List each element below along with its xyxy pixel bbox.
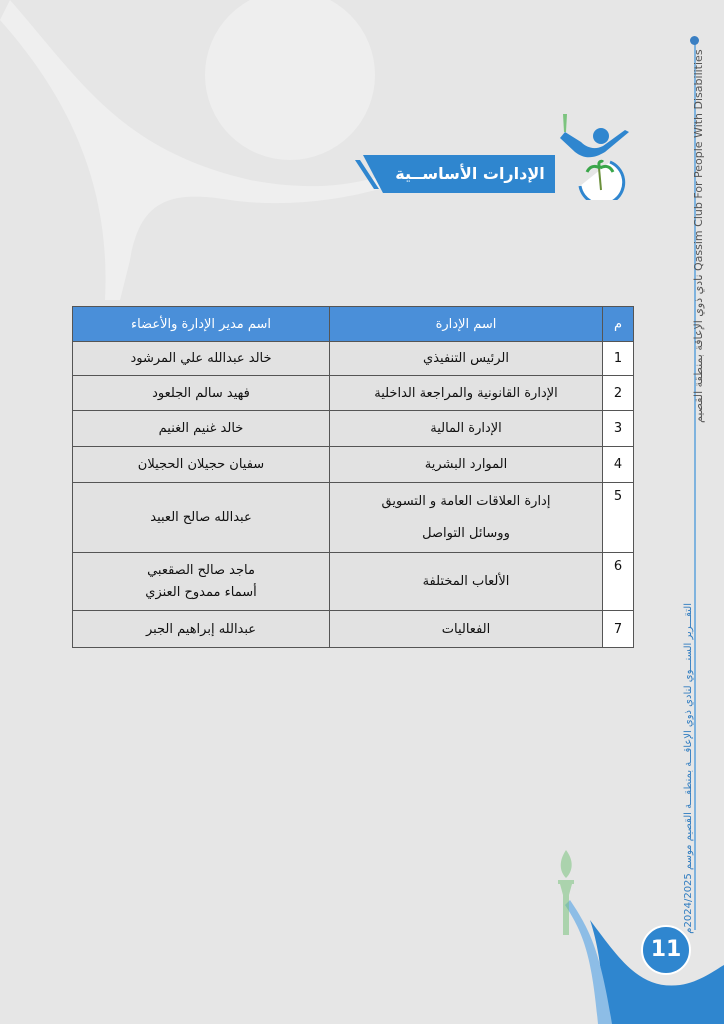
department-line: الإدارة المالية bbox=[430, 421, 502, 436]
manager-line: عبدالله إبراهيم الجبر bbox=[145, 621, 257, 637]
table-header-row bbox=[73, 307, 634, 342]
header-department: اسم الإدارة bbox=[330, 307, 603, 342]
table-row bbox=[73, 376, 634, 411]
row-manager bbox=[73, 611, 330, 648]
sidebar-dot bbox=[690, 36, 699, 45]
row-department bbox=[330, 342, 603, 376]
table-row bbox=[73, 611, 634, 648]
department-line: الموارد البشرية bbox=[424, 457, 508, 472]
club-logo-icon bbox=[555, 110, 635, 200]
department-line: الإدارة القانونية والمراجعة الداخلية bbox=[374, 385, 558, 401]
torch-icon bbox=[558, 850, 574, 935]
row-department bbox=[330, 411, 603, 447]
manager-line: خالد غنيم الغنيم bbox=[158, 421, 244, 436]
row-department bbox=[330, 553, 603, 611]
department-line: ووسائل التواصل bbox=[422, 525, 510, 541]
row-manager bbox=[73, 411, 330, 447]
row-number: 6 bbox=[603, 553, 634, 611]
row-manager bbox=[73, 553, 330, 611]
row-department bbox=[330, 447, 603, 483]
table-row bbox=[73, 447, 634, 483]
manager-line: فهيد سالم الجلعود bbox=[152, 385, 250, 401]
row-number: 4 bbox=[603, 447, 634, 483]
manager-line: ماجد صالح الصقعبي bbox=[147, 562, 255, 578]
sidebar-club-name bbox=[692, 49, 708, 423]
sidebar-report-title: التقـــرير السنـــوي لنادي ذوي الإعاقـــة بمنطقـــة القصيم موسم 2024/2025م bbox=[683, 603, 694, 934]
row-department bbox=[330, 483, 603, 553]
row-department bbox=[330, 611, 603, 648]
row-number: 3 bbox=[603, 411, 634, 447]
departments-table bbox=[72, 306, 634, 648]
manager-line: عبدالله صالح العبيد bbox=[150, 510, 252, 525]
row-manager bbox=[73, 342, 330, 376]
club-name-en: Qassim Club For People With Disabilities bbox=[692, 49, 705, 271]
row-number: 7 bbox=[603, 611, 634, 648]
department-line: الفعاليات bbox=[441, 621, 491, 637]
table-row bbox=[73, 342, 634, 376]
department-line: الرئيس التنفيذي bbox=[423, 351, 509, 366]
row-manager bbox=[73, 376, 330, 411]
header-number: م bbox=[603, 307, 634, 342]
department-line: الألعاب المختلفة bbox=[422, 574, 510, 589]
header-manager: اسم مدير الإدارة والأعضاء bbox=[73, 307, 330, 342]
club-name-ar: نادي ذوي الإعاقة بمنطقة القصيم bbox=[692, 274, 705, 423]
row-number: 5 bbox=[603, 483, 634, 553]
manager-line: سفيان حجيلان الحجيلان bbox=[137, 457, 265, 472]
table-row bbox=[73, 553, 634, 611]
row-manager bbox=[73, 483, 330, 553]
table-row bbox=[73, 411, 634, 447]
table-row bbox=[73, 483, 634, 553]
row-manager bbox=[73, 447, 330, 483]
manager-line: أسماء ممدوح العنزي bbox=[145, 584, 257, 600]
row-department bbox=[330, 376, 603, 411]
watermark-circle bbox=[205, 0, 375, 160]
row-number: 1 bbox=[603, 342, 634, 376]
page-number: 11 bbox=[641, 925, 691, 975]
row-number: 2 bbox=[603, 376, 634, 411]
manager-line: خالد عبدالله علي المرشود bbox=[130, 351, 272, 366]
section-title: الإدارات الأساســية bbox=[395, 164, 545, 183]
department-line: إدارة العلاقات العامة و التسويق bbox=[381, 493, 551, 509]
